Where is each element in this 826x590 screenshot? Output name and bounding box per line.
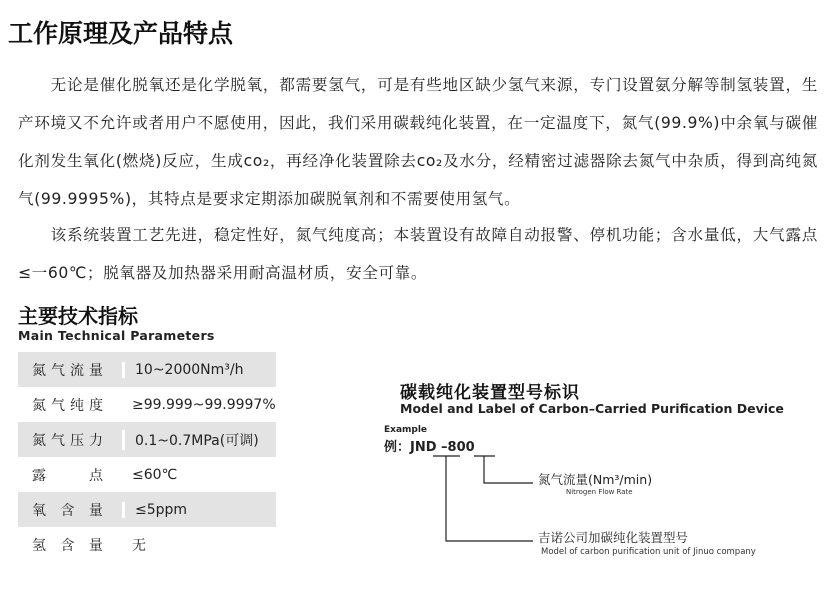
param-value: ≤60℃ [132, 466, 178, 483]
page-title: 工作原理及产品特点 [8, 19, 234, 48]
parameters-title: 主要技术指标 [18, 304, 138, 328]
param-value: 无 [132, 537, 146, 554]
parameters-subtitle: Main Technical Parameters [18, 328, 215, 343]
param-label: 氮气纯度 [32, 397, 108, 414]
leader-line-model [446, 456, 533, 541]
flow-annotation-cn: 氮气流量(Nm³/min) [538, 472, 653, 487]
model-annotation-cn: 吉诺公司加碳纯化装置型号 [538, 530, 689, 545]
leader-line-flow [484, 456, 533, 483]
model-label-title: 碳载纯化装置型号标识 [400, 383, 580, 403]
param-label: 露 点 [32, 467, 108, 484]
intro-paragraph-1: 无论是催化脱氧还是化学脱氧，都需要氢气，可是有些地区缺少氢气来源，专门设置氨分解等制氢装置，生产环境又不允许或者用户不愿使用，因此，我们采用碳载纯化装置，在一定温度下，氮气(99.9%)中余氧与碳催化剂发生氧化(燃烧)反应，生成co₂，再经净化装置除去co₂及水分，经精密过滤器除去氮气中杂质，得到高纯氮气(99.9995%)，其特点是要求定期添加碳脱氧剂和不需要使用氢气。 [18, 76, 818, 208]
param-value: 0.1~0.7MPa(可调) [122, 430, 276, 450]
example-label: Example [384, 425, 428, 435]
example-code: 例：JND –800 [384, 440, 475, 455]
param-label: 氮气流量 [32, 362, 108, 379]
param-value: ≥99.999~99.9997% [132, 396, 276, 413]
intro-paragraph-2: 该系统装置工艺先进，稳定性好，氮气纯度高；本装置设有故障自动报警、停机功能；含水量低，大气露点≤一60℃；脱氧器及加热器采用耐高温材质，安全可靠。 [18, 226, 818, 282]
param-label: 氢 含 量 [32, 537, 108, 554]
param-label: 氮气压力 [32, 432, 108, 449]
model-annotation-en: Model of carbon purification unit of Jinuo company [541, 547, 756, 557]
param-label: 氧 含 量 [32, 502, 108, 519]
model-label-subtitle: Model and Label of Carbon–Carried Purification Device [400, 401, 784, 416]
flow-annotation-en: Nitrogen Flow Rate [566, 488, 633, 496]
param-value: ≤5ppm [122, 502, 276, 518]
param-value: 10~2000Nm³/h [122, 362, 276, 378]
